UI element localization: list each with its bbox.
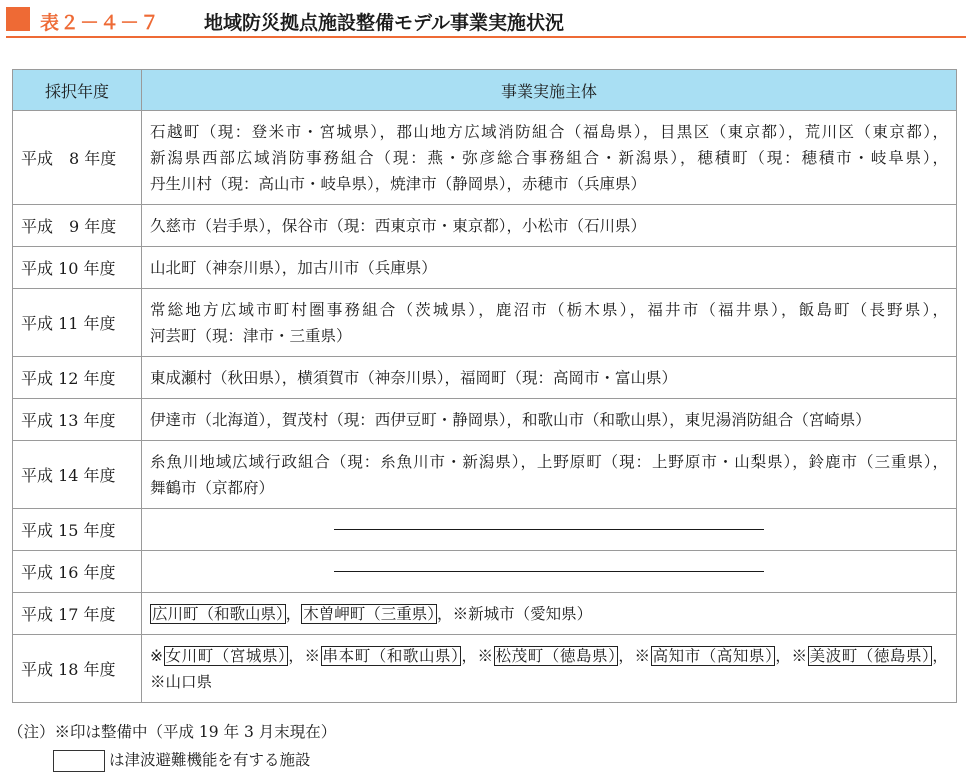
in-progress-mark: ※: [791, 646, 808, 665]
year-cell: 平成 8 年度: [13, 111, 142, 205]
legend-box-icon: [53, 750, 105, 772]
entity-text: 荒川区（東京都），: [804, 122, 948, 141]
entity-text: 飯島町（長野県），: [798, 300, 948, 319]
year-cell: 平成 18 年度: [13, 635, 142, 703]
entity-text: 舞鶴市（京都府）: [150, 478, 275, 497]
entity-item: [150, 123, 396, 141]
entities-cell: [142, 635, 957, 703]
table-row: [13, 399, 957, 441]
entity-text: 焼津市（静岡県），: [390, 174, 523, 193]
entity-item: [478, 646, 635, 666]
entity-item: [150, 217, 282, 235]
entity-item: [522, 411, 685, 429]
entity-text: ，: [437, 604, 453, 623]
entity-item: [522, 175, 646, 193]
entity-text: 横須賀市（神奈川県），: [297, 368, 461, 387]
table-body: [13, 111, 957, 703]
entities-cell: [142, 593, 957, 635]
entity-text: 上野原町（現：上野原市・山梨県），: [536, 452, 809, 471]
entity-item: [150, 604, 301, 624]
in-progress-mark: ※: [150, 646, 164, 665]
in-progress-mark: ※: [634, 646, 651, 665]
entity-text: 山北町（神奈川県），: [150, 258, 298, 277]
entity-text: ，: [775, 646, 792, 665]
entities-cell: [142, 551, 957, 593]
entity-text: 東成瀬村（秋田県），: [150, 368, 298, 387]
tsunami-facility-entity: 女川町（宮城県）: [165, 646, 287, 665]
entity-item: [496, 301, 647, 319]
table-number: 表２－４－７: [40, 12, 161, 34]
entity-text: 丹生川村（現：高山市・岐阜県），: [150, 174, 391, 193]
entity-item: [150, 327, 352, 345]
entity-text: 石越町（現：登米市・宮城県），: [150, 122, 397, 141]
entity-text: 鹿沼市（栃木県），: [495, 300, 648, 319]
tsunami-facility-entity: 松茂町（徳島県）: [495, 646, 617, 665]
entity-text: 常総地方広域市町村圏事務組合（茨城県），: [150, 300, 496, 319]
entity-item: [150, 175, 390, 193]
tsunami-facility-entity: 美波町（徳島県）: [809, 646, 931, 665]
entity-item: [150, 259, 297, 277]
entity-item: [297, 259, 437, 277]
entities-cell: [142, 111, 957, 205]
entity-item: [150, 301, 496, 319]
entity-text: 保谷市（現：西東京市・東京都），: [281, 216, 523, 235]
tsunami-facility-entity: 木曽岬町（三重県）: [303, 604, 436, 623]
title-underline: [6, 36, 966, 38]
year-cell: 平成 9 年度: [13, 205, 142, 247]
column-header-entities: 事業実施主体: [142, 70, 957, 111]
entity-text: ※新城市（愛知県）: [452, 604, 593, 623]
entities-cell: [142, 247, 957, 289]
column-header-year: 採択年度: [13, 70, 142, 111]
entity-text: 久慈市（岩手県），: [150, 216, 282, 235]
entity-item: [460, 369, 677, 387]
entities-cell: [142, 289, 957, 357]
entity-text: 鈴鹿市（三重県），: [808, 452, 948, 471]
entity-text: 目黒区（東京都），: [659, 122, 805, 141]
entity-text: ，: [461, 646, 478, 665]
entity-text: 郡山地方広域消防組合（福島県），: [396, 122, 660, 141]
entity-item: [791, 646, 947, 666]
no-entry-dash: [334, 529, 764, 530]
in-progress-mark: ※: [477, 646, 494, 665]
year-cell: 平成 10 年度: [13, 247, 142, 289]
entity-item: [396, 123, 659, 141]
table-row: [13, 247, 957, 289]
entity-item: [150, 411, 282, 429]
entities-cell: [142, 509, 957, 551]
entity-text: 福井市（福井県），: [647, 300, 799, 319]
entity-text: 穂積町（現：穂積市・岐阜県），: [697, 148, 948, 167]
entity-text: ，: [285, 604, 302, 623]
table-row: [13, 509, 957, 551]
entity-item: [150, 149, 697, 167]
in-progress-mark: ※: [304, 646, 321, 665]
entity-item: [635, 646, 792, 666]
entity-text: ，: [618, 646, 635, 665]
entity-text: 赤穂市（兵庫県）: [522, 174, 647, 193]
entity-item: [150, 646, 304, 666]
tsunami-facility-entity: 広川町（和歌山県）: [152, 604, 284, 623]
table-title-bar: [6, 4, 966, 38]
footnotes: [8, 720, 336, 773]
project-table: [12, 69, 957, 703]
entity-item: [647, 301, 798, 319]
entity-text: 賀茂村（現：西伊豆町・静岡県），: [281, 410, 523, 429]
entities-cell: [142, 357, 957, 399]
entity-text: ※山口県: [150, 672, 213, 691]
entity-item: [297, 369, 460, 387]
year-cell: 平成 15 年度: [13, 509, 142, 551]
entity-text: 加古川市（兵庫県）: [297, 258, 437, 277]
footnote-in-progress: （注）※印は整備中（平成 19 年 3 月末現在）: [8, 723, 337, 741]
year-cell: 平成 16 年度: [13, 551, 142, 593]
footnote-legend: [8, 748, 336, 773]
entity-text: 福岡町（現：高岡市・富山県）: [460, 368, 678, 387]
table-row: [13, 441, 957, 509]
entity-item: [150, 673, 212, 691]
table-row: [13, 357, 957, 399]
entity-item: [304, 646, 477, 666]
table-row: [13, 289, 957, 357]
tsunami-facility-entity: 串本町（和歌山県）: [322, 646, 460, 665]
entity-item: [282, 411, 522, 429]
entity-item: [150, 453, 537, 471]
table-row: [13, 635, 957, 703]
entity-item: [660, 123, 805, 141]
entity-text: 河芸町（現：津市・三重県）: [150, 326, 352, 345]
year-cell: 平成 14 年度: [13, 441, 142, 509]
entity-item: [301, 604, 452, 624]
entity-item: [150, 369, 297, 387]
legend-text: は津波避難機能を有する施設: [109, 751, 311, 769]
year-cell: 平成 11 年度: [13, 289, 142, 357]
entity-text: ，: [932, 646, 948, 665]
entity-item: [150, 479, 274, 497]
entity-item: [685, 411, 871, 429]
entity-item: [697, 149, 948, 167]
title-marker-icon: [6, 7, 30, 31]
table-header-row: [13, 70, 957, 111]
year-cell: 平成 13 年度: [13, 399, 142, 441]
entities-cell: [142, 205, 957, 247]
entity-item: [537, 453, 809, 471]
entity-item: [805, 123, 948, 141]
entity-text: 小松市（石川県）: [522, 216, 647, 235]
entity-text: 東児湯消防組合（宮崎県）: [684, 410, 871, 429]
tsunami-facility-entity: 高知市（高知県）: [652, 646, 774, 665]
entity-text: 伊達市（北海道），: [150, 410, 282, 429]
entity-text: ，: [288, 646, 305, 665]
entity-item: [809, 453, 948, 471]
entity-item: [799, 301, 948, 319]
entity-item: [390, 175, 522, 193]
entity-text: 和歌山市（和歌山県），: [522, 410, 685, 429]
year-cell: 平成 17 年度: [13, 593, 142, 635]
no-entry-dash: [334, 571, 764, 572]
entity-text: 新潟県西部広域消防事務組合（現：燕・弥彦総合事務組合・新潟県），: [150, 148, 698, 167]
entities-cell: [142, 441, 957, 509]
table-row: [13, 551, 957, 593]
year-cell: 平成 12 年度: [13, 357, 142, 399]
entities-cell: [142, 399, 957, 441]
table-title: 地域防災拠点施設整備モデル事業実施状況: [204, 12, 565, 34]
entity-item: [522, 217, 646, 235]
table-row: [13, 593, 957, 635]
entity-text: 糸魚川地域広域行政組合（現：糸魚川市・新潟県），: [150, 452, 537, 471]
table-row: [13, 205, 957, 247]
table-row: [13, 111, 957, 205]
entity-item: [453, 605, 593, 623]
entity-item: [282, 217, 522, 235]
